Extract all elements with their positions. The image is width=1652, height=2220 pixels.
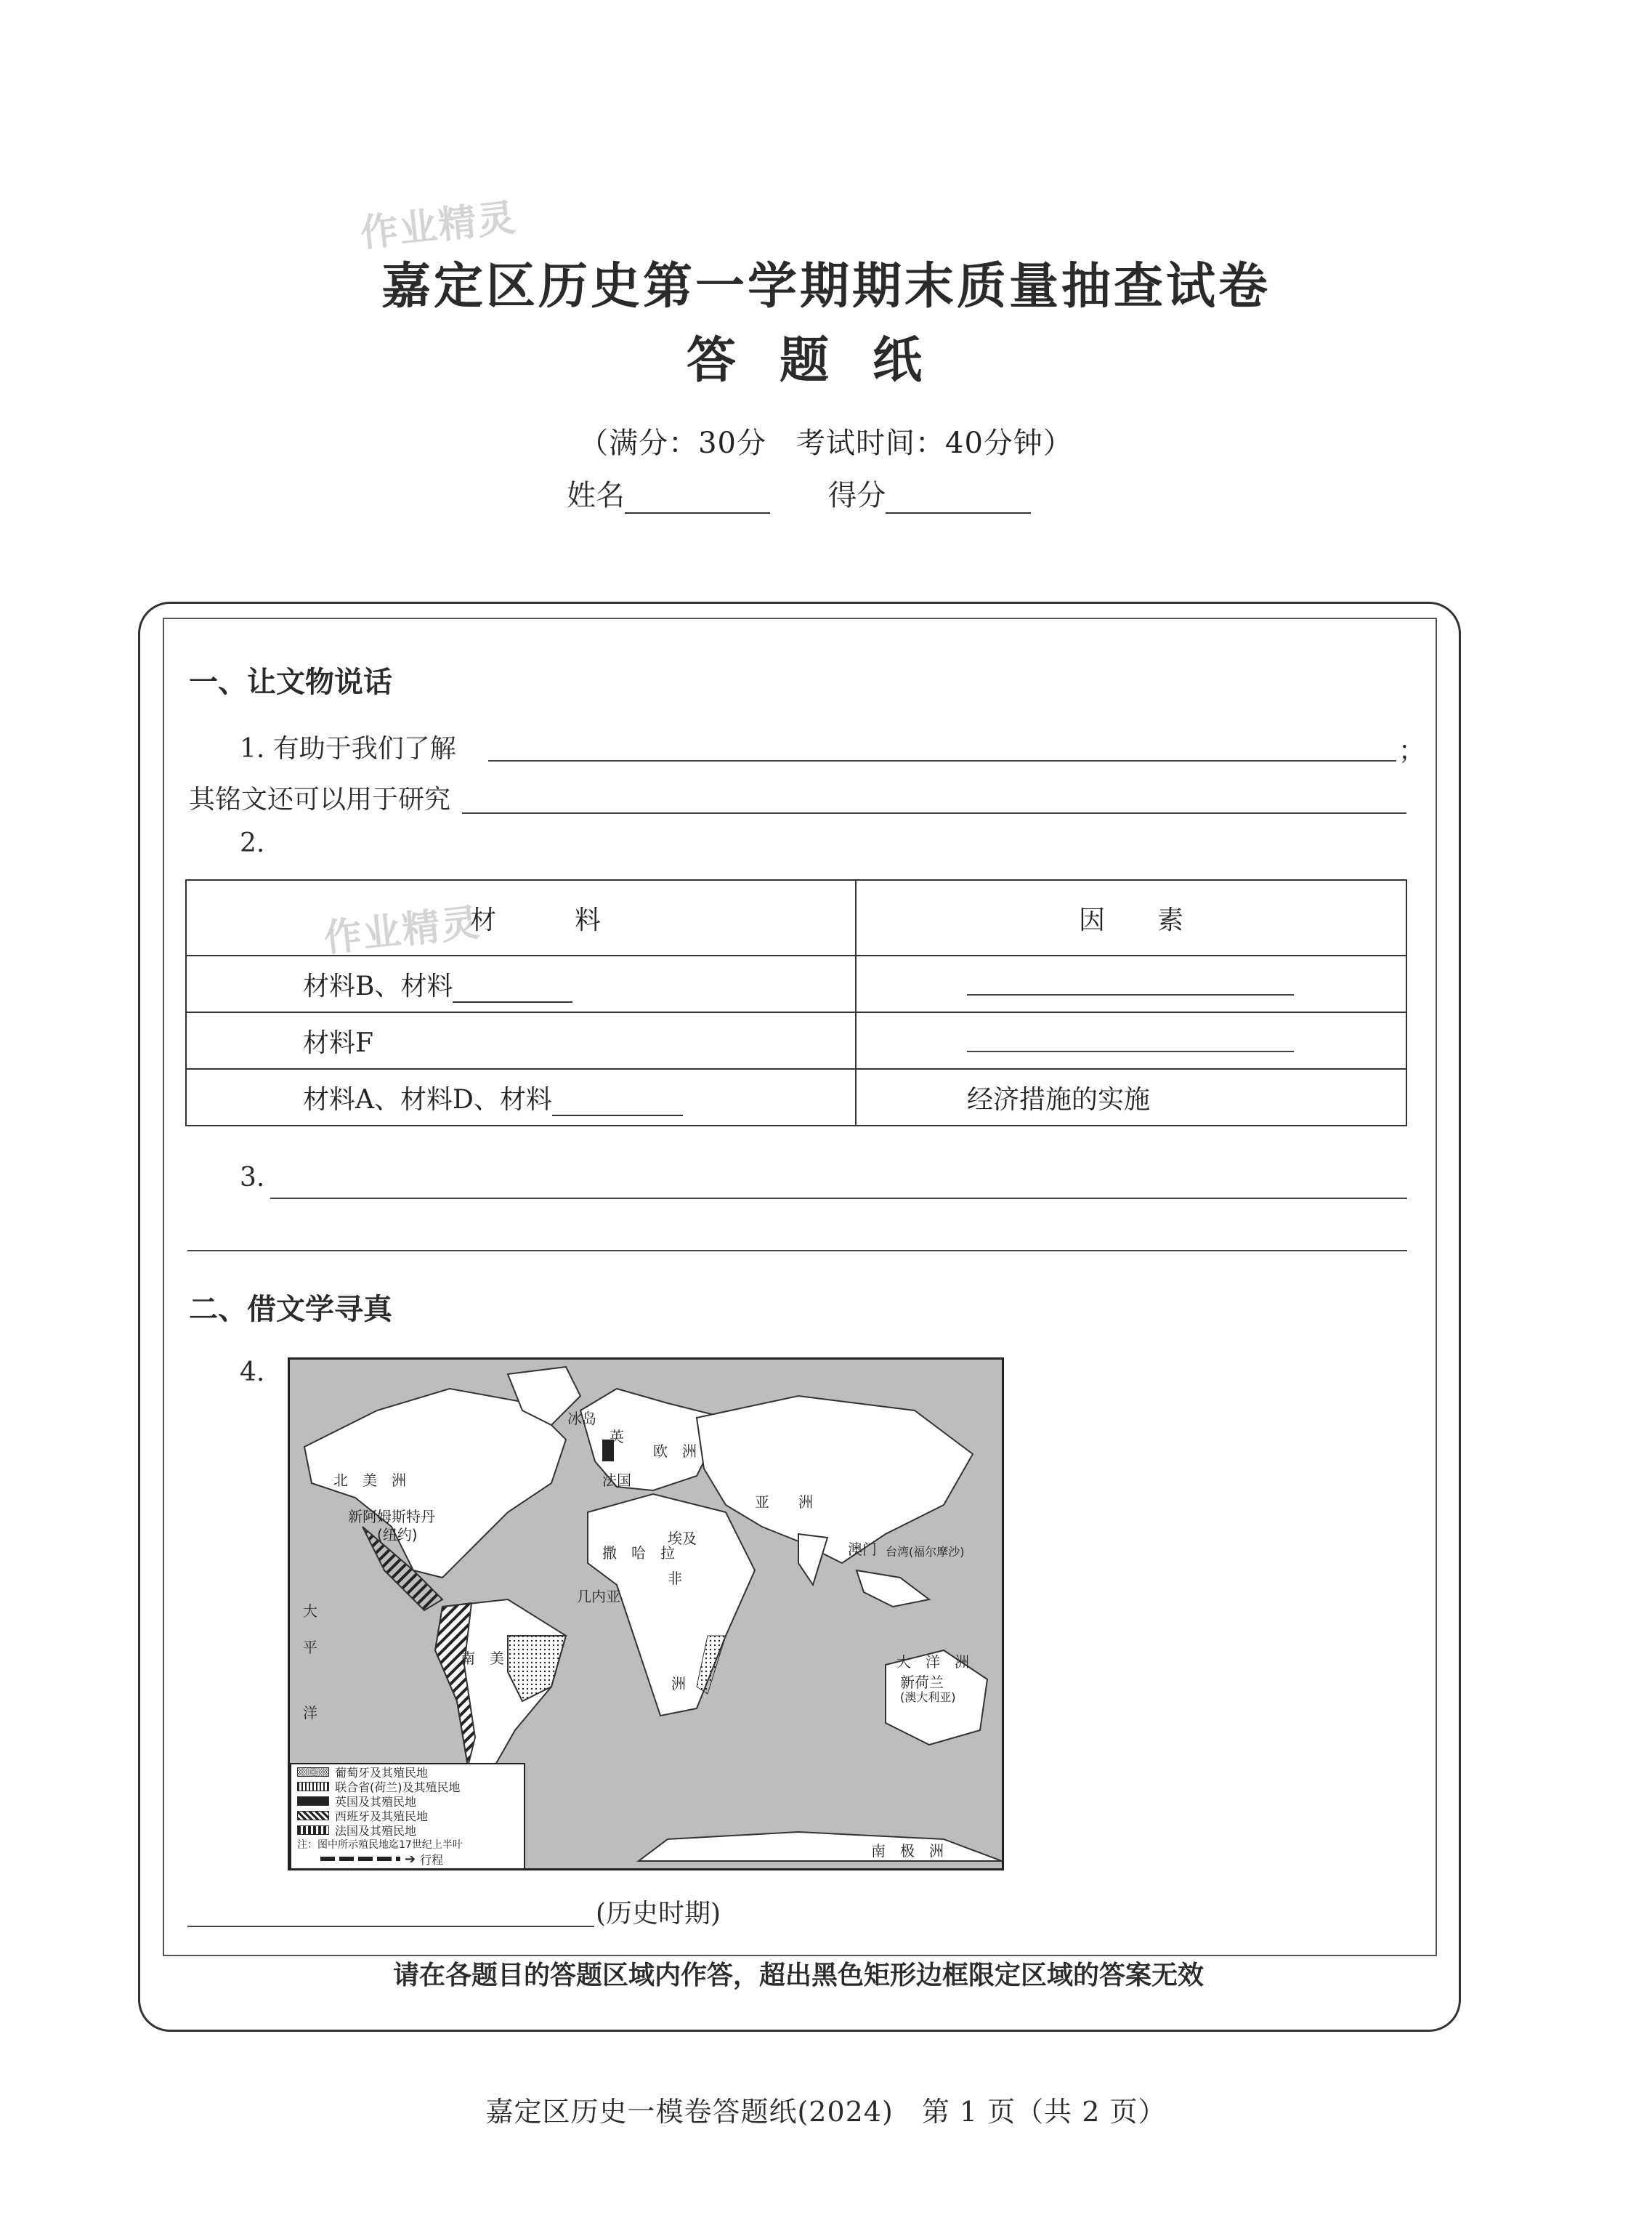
table-cell-factor — [856, 1012, 1406, 1069]
page-footer: 嘉定区历史一模卷答题纸(2024) 第 1 页（共 2 页） — [485, 2096, 1167, 2128]
label-new-amsterdam: 新阿姆斯特丹 — [348, 1508, 435, 1525]
label-iceland: 冰岛 — [567, 1410, 596, 1427]
answer-sheet-title: 答题纸 — [686, 332, 965, 389]
score-label: 得分 — [827, 479, 886, 512]
label-ocean-3: 洋 — [303, 1704, 317, 1721]
label-south-america: 南 美 — [461, 1650, 504, 1667]
table-header-factor: 因 素 — [856, 880, 1406, 956]
legend-item-spain: 西班牙及其殖民地 — [291, 1808, 524, 1823]
q1-answer-line-1[interactable] — [488, 760, 1396, 762]
section1-heading: 一、让文物说话 — [189, 666, 392, 699]
label-france: 法国 — [602, 1472, 631, 1489]
score-field[interactable] — [886, 483, 1031, 514]
label-england: 英 — [610, 1428, 624, 1445]
q3-answer-line-1[interactable] — [270, 1198, 1407, 1199]
label-africa: 非 — [668, 1570, 682, 1587]
label-ocean-1: 大 — [303, 1602, 317, 1620]
legend-swatch-vstripes — [297, 1782, 329, 1791]
period-answer-line[interactable] — [187, 1926, 594, 1927]
q4-label: 4. — [240, 1357, 265, 1387]
q3-label: 3. — [240, 1163, 265, 1192]
table-cell-material: 材料F — [186, 1012, 856, 1069]
q1-end-mark: ； — [1398, 736, 1425, 766]
legend-item-england: 英国及其殖民地 — [291, 1793, 524, 1808]
watermark: 作业精灵 — [322, 900, 483, 961]
label-africa-south: 洲 — [671, 1675, 686, 1692]
label-north-america: 北 美 洲 — [333, 1472, 406, 1489]
q3-answer-line-2[interactable] — [187, 1250, 1407, 1251]
table-row — [186, 1012, 1406, 1069]
q1-answer-line-2[interactable] — [462, 812, 1406, 814]
material-blank[interactable] — [552, 1093, 683, 1116]
name-score-row — [567, 472, 1031, 514]
antarctica-shape — [639, 1832, 1002, 1861]
name-label: 姓名 — [567, 479, 625, 512]
exam-title: 嘉定区历史第一学期期末质量抽查试卷 — [381, 258, 1271, 315]
legend-item-portugal: 葡萄牙及其殖民地 — [291, 1764, 524, 1779]
label-europe: 欧 洲 — [653, 1442, 697, 1460]
legend-item-france: 法国及其殖民地 — [291, 1823, 524, 1837]
table-row — [186, 956, 1406, 1012]
legend-swatch-dashes — [297, 1825, 329, 1835]
period-suffix: (历史时期) — [596, 1899, 721, 1929]
label-taiwan: 台湾(福尔摩沙) — [886, 1545, 965, 1559]
section2-heading: 二、借文学寻真 — [189, 1293, 392, 1326]
q1-prefix: 1. 有助于我们了解 — [240, 734, 456, 764]
map-legend — [290, 1763, 525, 1870]
q1-line2-prefix: 其铭文还可以用于研究 — [189, 785, 451, 815]
legend-item-dutch: 联合省(荷兰)及其殖民地 — [291, 1779, 524, 1793]
legend-note: 注：图中所示殖民地迄17世纪上半叶 — [297, 1839, 463, 1851]
route-arrow-icon — [320, 1857, 400, 1861]
route-arrowhead-icon: ➔ — [405, 1851, 416, 1867]
table-row — [186, 1069, 1406, 1126]
q2-label: 2. — [240, 828, 265, 858]
label-oceania: 大 洋 洲 — [896, 1653, 969, 1671]
world-colonial-map — [288, 1357, 1004, 1870]
label-guinea: 几内亚 — [577, 1588, 620, 1605]
table-cell-material: 材料B、材料 — [186, 956, 856, 1012]
label-australia: (澳大利亚) — [900, 1690, 956, 1704]
factor-blank[interactable] — [967, 994, 1294, 996]
q2-answer-table — [185, 879, 1407, 1126]
table-header-material: 材 料 — [186, 880, 856, 956]
india-shape — [798, 1534, 827, 1585]
legend-swatch-solid — [297, 1796, 329, 1806]
table-cell-factor — [856, 956, 1406, 1012]
material-blank[interactable] — [453, 980, 572, 1003]
label-sahara: 撒 哈 拉 — [602, 1544, 675, 1562]
label-ocean-2: 平 — [303, 1639, 317, 1656]
label-new-york: (纽约) — [377, 1526, 418, 1543]
name-field[interactable] — [625, 483, 770, 514]
legend-swatch-diag — [297, 1811, 329, 1820]
label-egypt: 埃及 — [668, 1530, 697, 1547]
watermark: 作业精灵 — [358, 195, 519, 257]
label-antarctica: 南 极 洲 — [871, 1842, 944, 1860]
exam-meta: （满分：30分 考试时间：40分钟） — [579, 427, 1073, 460]
label-new-holland: 新荷兰 — [900, 1674, 944, 1691]
label-asia: 亚 洲 — [755, 1493, 813, 1511]
factor-blank[interactable] — [967, 1051, 1294, 1052]
table-cell-factor: 经济措施的实施 — [856, 1069, 1406, 1126]
legend-swatch-dots — [297, 1767, 329, 1777]
answer-area-notice: 请在各题目的答题区域内作答，超出黑色矩形边框限定区域的答案无效 — [392, 1961, 1204, 1990]
islands-shape — [857, 1570, 929, 1607]
label-macau: 澳门 — [848, 1541, 877, 1558]
legend-route: ➔ 行程 — [291, 1852, 524, 1866]
table-cell-material: 材料A、材料D、材料 — [186, 1069, 856, 1126]
